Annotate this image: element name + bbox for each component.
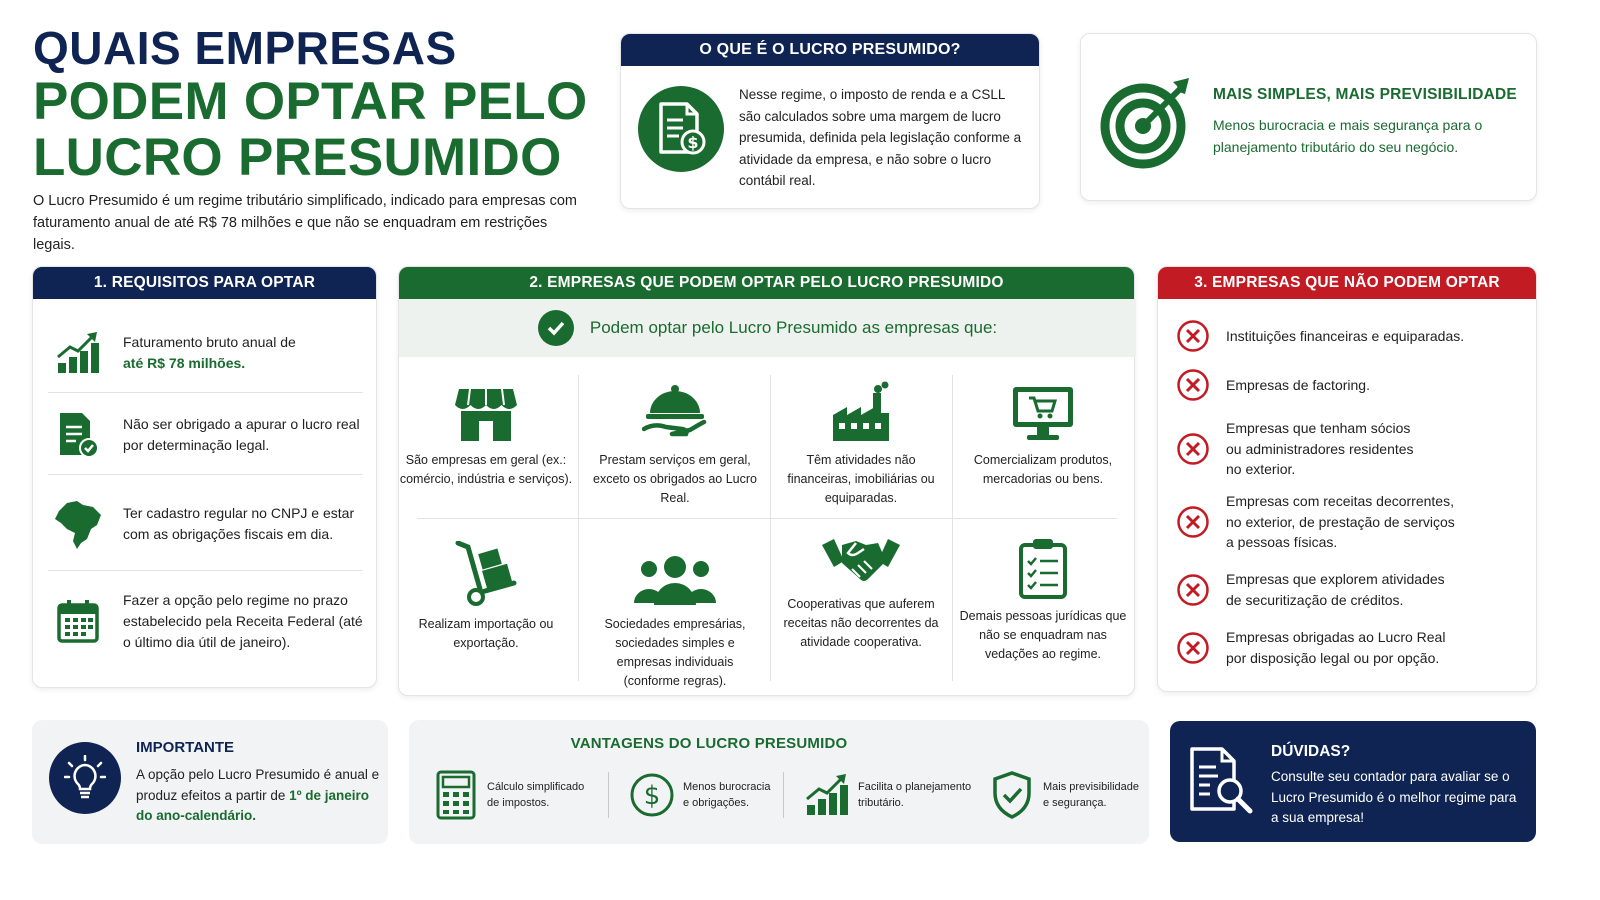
document-dollar-icon — [638, 86, 724, 172]
cannot-opt-text: Empresas obrigadas ao Lucro Real por disposição legal ou por opção. — [1226, 629, 1446, 666]
can-opt-item-text: Comercializam produtos, mercadorias ou bens. — [973, 453, 1113, 486]
calendar-icon — [57, 599, 99, 643]
growth-chart-icon — [805, 773, 849, 817]
cannot-opt-text: Empresas que explorem atividades de securitização de créditos. — [1226, 571, 1445, 608]
can-opt-item-text: Realizam importação ou exportação. — [418, 617, 554, 650]
requirement-item — [33, 577, 378, 665]
requirement-text: Ter cadastro regular no CNPJ e estar com as obrigações fiscais em dia. — [123, 505, 355, 542]
what-is-card — [620, 33, 1040, 209]
advantage-item — [431, 768, 587, 822]
doubts-text: Consulte seu contador para avaliar se o Lucro Presumido é o melhor regime para a sua empresa! — [1271, 769, 1517, 825]
can-opt-banner-text: Podem optar pelo Lucro Presumido as empresas que: — [589, 318, 998, 337]
doubts-title: DÚVIDAS? — [1271, 743, 1351, 760]
can-opt-item-text: Prestam serviços em geral, exceto os obrigados ao Lucro Real. — [593, 453, 757, 505]
advantage-item — [627, 768, 773, 822]
advantage-text: Cálculo simplificado de impostos. — [487, 780, 585, 809]
what-is-title: O QUE É O LUCRO PRESUMIDO? — [621, 34, 1039, 66]
cannot-opt-item — [1176, 319, 1521, 353]
hand-truck-icon — [454, 541, 518, 607]
cannot-opt-text: Empresas que tenham sócios ou administradores residentes no exterior. — [1226, 420, 1414, 477]
advantage-item — [987, 768, 1143, 822]
doubts-card — [1170, 721, 1536, 842]
can-opt-title: 2. EMPRESAS QUE PODEM OPTAR PELO LUCRO PRESUMIDO — [399, 267, 1134, 299]
can-opt-item-text: Sociedades empresárias, sociedades simples e empresas individuais (conforme regras). — [604, 617, 746, 688]
can-opt-item — [951, 529, 1135, 664]
cannot-opt-item — [1176, 491, 1521, 553]
can-opt-item — [769, 373, 953, 508]
checkmark-icon — [538, 310, 574, 346]
lightbulb-icon — [49, 742, 121, 814]
what-is-text: Nesse regime, o imposto de renda e a CSLL são calculados sobre uma margem de lucro presumida, definida pela legislação conforme a atividade da empresa, e não sobre o lucro contábil real. — [739, 87, 1022, 188]
important-text: A opção pelo Lucro Presumido é anual e produz efeitos a partir de — [136, 767, 380, 803]
cannot-opt-text: Empresas de factoring. — [1226, 376, 1370, 393]
computer-cart-icon — [1011, 385, 1075, 443]
clipboard-list-icon — [1018, 537, 1068, 599]
simpler-card — [1080, 33, 1537, 201]
requirements-title: 1. REQUISITOS PARA OPTAR — [33, 267, 376, 299]
requirement-highlight: até R$ 78 milhões. — [123, 355, 246, 371]
cannot-opt-item — [1176, 569, 1521, 610]
x-circle-icon — [1176, 432, 1210, 466]
can-opt-item-text: São empresas em geral (ex.: comércio, indústria e serviços). — [399, 453, 573, 486]
can-opt-banner — [399, 299, 1136, 357]
advantage-text: Mais previsibilidade e segurança. — [1043, 780, 1139, 809]
x-circle-icon — [1176, 319, 1210, 353]
simpler-title: MAIS SIMPLES, MAIS PREVISIBILIDADE — [1213, 86, 1517, 103]
cannot-opt-text: Empresas com receitas decorrentes, no exterior, de prestação de serviços a pessoas físicas. — [1226, 493, 1455, 550]
title-line-1: QUAIS EMPRESAS — [33, 22, 457, 74]
target-icon — [1099, 74, 1195, 170]
document-check-icon — [56, 411, 100, 459]
advantage-text: Menos burocracia e obrigações. — [683, 780, 771, 809]
title-line-2: PODEM OPTAR PELO — [33, 72, 588, 131]
can-opt-item — [583, 373, 767, 508]
requirement-text: Não ser obrigado a apurar o lucro real por determinação legal. — [123, 416, 360, 453]
can-opt-card — [398, 266, 1135, 696]
x-circle-icon — [1176, 505, 1210, 539]
svg-text:$: $ — [643, 781, 661, 811]
requirement-text: Fazer a opção pelo regime no prazo estabelecido pela Receita Federal (até o último dia útil de janeiro). — [123, 591, 363, 650]
can-opt-item — [583, 537, 767, 691]
svg-text:$: $ — [687, 133, 699, 152]
brazil-map-icon — [53, 499, 103, 549]
cannot-opt-item — [1176, 368, 1521, 402]
can-opt-item-text: Demais pessoas jurídicas que não se enquadram nas vedações ao regime. — [959, 609, 1127, 661]
requirement-item — [33, 399, 378, 471]
advantage-text: Facilita o planejamento tributário. — [858, 780, 972, 809]
can-opt-item — [394, 373, 578, 489]
x-circle-icon — [1176, 573, 1210, 607]
can-opt-item — [769, 517, 953, 652]
important-title: IMPORTANTE — [136, 739, 235, 756]
intro-text: O Lucro Presumido é um regime tributário simplificado, indicado para empresas com faturamento anual de até R$ 78 milhões e que não se enquadram em restrições legais. — [33, 193, 577, 253]
document-search-icon — [1188, 745, 1256, 817]
cannot-opt-item — [1176, 418, 1521, 480]
store-icon — [455, 387, 517, 443]
requirement-item — [33, 481, 378, 567]
advantage-item — [802, 768, 978, 822]
shield-check-icon — [992, 771, 1032, 819]
growth-chart-icon — [56, 331, 100, 375]
can-opt-item-text: Têm atividades não financeiras, imobiliárias ou equiparadas. — [787, 453, 935, 505]
x-circle-icon — [1176, 368, 1210, 402]
important-card — [32, 720, 388, 844]
requirement-item — [33, 317, 378, 389]
advantages-title: VANTAGENS DO LUCRO PRESUMIDO — [570, 735, 848, 752]
can-opt-item — [394, 537, 578, 653]
page-title — [33, 22, 593, 186]
requirement-text: Faturamento bruto anual de — [123, 334, 296, 350]
factory-icon — [831, 381, 891, 443]
cannot-opt-text: Instituições financeiras e equiparadas. — [1226, 327, 1465, 344]
cannot-opt-item — [1176, 627, 1521, 668]
cannot-opt-title: 3. EMPRESAS QUE NÃO PODEM OPTAR — [1158, 267, 1536, 299]
cannot-opt-card — [1157, 266, 1537, 692]
dollar-circle-icon — [629, 772, 675, 818]
can-opt-item-text: Cooperativas que auferem receitas não decorrentes da atividade cooperativa. — [783, 597, 939, 649]
service-cloche-icon — [642, 383, 708, 443]
title-line-3: LUCRO PRESUMIDO — [33, 128, 562, 187]
important-highlight: 1º de janeiro do ano-calendário. — [136, 787, 370, 823]
advantages-card — [409, 720, 1149, 844]
requirements-card — [32, 266, 377, 688]
handshake-icon — [820, 535, 902, 587]
people-group-icon — [634, 555, 716, 607]
x-circle-icon — [1176, 631, 1210, 665]
simpler-text: Menos burocracia e mais segurança para o planejamento tributário do seu negócio. — [1213, 117, 1483, 155]
calculator-icon — [435, 770, 477, 820]
can-opt-item — [951, 373, 1135, 489]
